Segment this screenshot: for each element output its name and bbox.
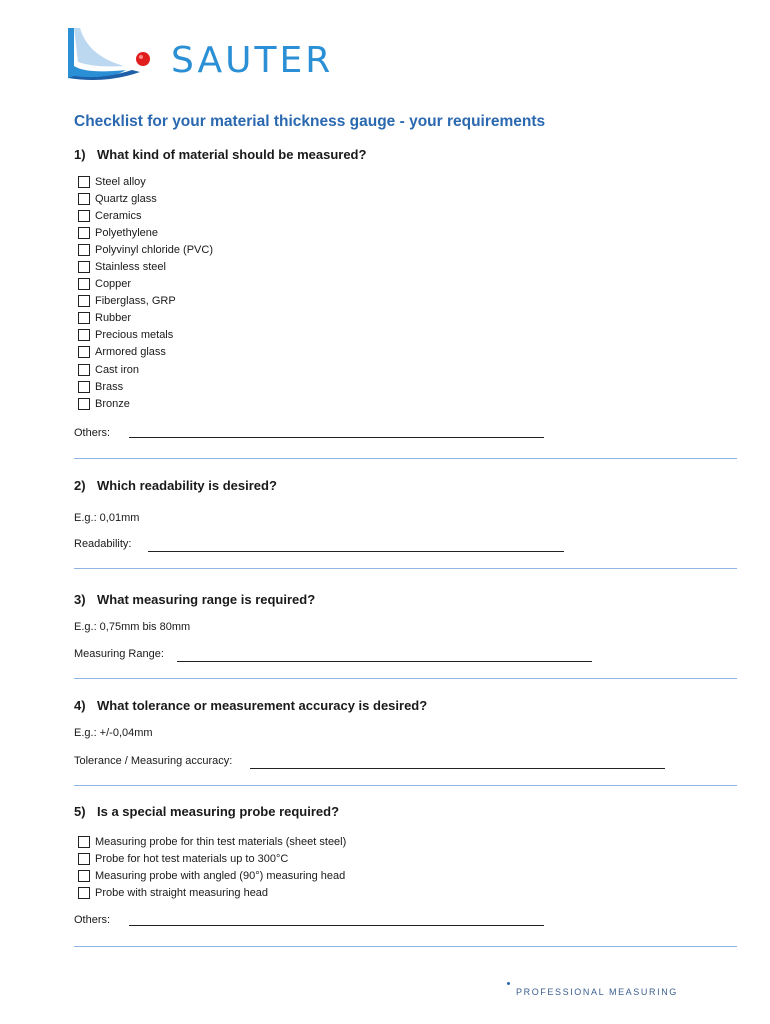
material-option[interactable] [78, 258, 213, 275]
material-option[interactable] [78, 276, 213, 293]
material-option-label: Brass [95, 380, 124, 393]
material-options-list [78, 173, 213, 412]
material-option[interactable] [78, 361, 213, 378]
question-3-heading [74, 592, 315, 607]
checkbox[interactable] [78, 346, 90, 358]
checkbox[interactable] [78, 853, 90, 865]
probe-options-list [78, 833, 346, 901]
material-option-label: Ceramics [95, 209, 142, 222]
material-option[interactable] [78, 310, 213, 327]
question-1-text: What kind of material should be measured? [97, 147, 367, 162]
question-3-text: What measuring range is required? [97, 592, 316, 607]
material-option[interactable] [78, 378, 213, 395]
material-option[interactable] [78, 224, 213, 241]
checkbox[interactable] [78, 295, 90, 307]
question-4-number: 4) [74, 698, 86, 713]
material-option[interactable] [78, 293, 213, 310]
material-option-label: Cast iron [95, 363, 140, 376]
material-option-label: Polyvinyl chloride (PVC) [95, 243, 213, 256]
tolerance-field[interactable] [250, 768, 665, 769]
checkbox[interactable] [78, 364, 90, 376]
probe-option[interactable] [78, 850, 346, 867]
checkbox[interactable] [78, 193, 90, 205]
question-2-heading [74, 478, 277, 493]
checkbox[interactable] [78, 176, 90, 188]
question-4-text: What tolerance or measurement accuracy is desired? [97, 698, 428, 713]
readability-field[interactable] [148, 551, 564, 552]
material-option-label: Quartz glass [95, 192, 157, 205]
readability-example: E.g.: 0,01mm [74, 512, 140, 524]
checkbox[interactable] [78, 836, 90, 848]
material-option-label: Rubber [95, 312, 132, 325]
section-divider [74, 568, 737, 569]
material-option[interactable] [78, 173, 213, 190]
material-option-label: Steel alloy [95, 175, 146, 188]
material-others-field[interactable] [129, 437, 544, 438]
material-option[interactable] [78, 344, 213, 361]
probe-option-label: Measuring probe with angled (90°) measuring head [95, 869, 346, 882]
probe-option-label: Measuring probe for thin test materials (sheet steel) [95, 835, 347, 848]
material-option[interactable] [78, 395, 213, 412]
checkbox[interactable] [78, 244, 90, 256]
readability-label: Readability: [74, 538, 132, 550]
question-4-heading [74, 698, 427, 713]
material-option-label: Bronze [95, 397, 130, 410]
probe-option[interactable] [78, 867, 346, 884]
probe-others-field[interactable] [129, 925, 544, 926]
probe-others-label: Others: [74, 914, 111, 926]
probe-option-label: Probe for hot test materials up to 300°C [95, 852, 289, 865]
material-option[interactable] [78, 207, 213, 224]
sauter-logo-icon [66, 26, 158, 84]
section-divider [74, 946, 737, 947]
page-title: Checklist for your material thickness gauge - your requirements [74, 113, 546, 130]
material-option-label: Precious metals [95, 329, 174, 342]
brand-wordmark: SAUTER [171, 40, 334, 81]
checkbox[interactable] [78, 312, 90, 324]
checkbox[interactable] [78, 398, 90, 410]
material-option[interactable] [78, 190, 213, 207]
measuring-range-field[interactable] [177, 661, 592, 662]
question-5-heading [74, 804, 339, 819]
section-divider [74, 785, 737, 786]
footer-tagline: PROFESSIONAL MEASURING [516, 987, 678, 997]
material-option-label: Copper [95, 278, 132, 291]
material-option[interactable] [78, 241, 213, 258]
material-option-label: Polyethylene [95, 226, 158, 239]
section-divider [74, 458, 737, 459]
material-others-label: Others: [74, 427, 111, 439]
checkbox[interactable] [78, 278, 90, 290]
question-5-text: Is a special measuring probe required? [97, 804, 340, 819]
material-option-label: Stainless steel [95, 261, 166, 274]
probe-option[interactable] [78, 833, 346, 850]
checkbox[interactable] [78, 381, 90, 393]
material-option-label: Fiberglass, GRP [95, 295, 176, 308]
checkbox[interactable] [78, 329, 90, 341]
checkbox[interactable] [78, 887, 90, 899]
material-option[interactable] [78, 327, 213, 344]
checkbox[interactable] [78, 210, 90, 222]
probe-option-label: Probe with straight measuring head [95, 886, 269, 899]
tolerance-example: E.g.: +/-0,04mm [74, 727, 153, 739]
question-2-text: Which readability is desired? [97, 478, 277, 493]
tolerance-label: Tolerance / Measuring accuracy: [74, 755, 233, 767]
checkbox[interactable] [78, 870, 90, 882]
question-5-number: 5) [74, 804, 86, 819]
measuring-range-example: E.g.: 0,75mm bis 80mm [74, 621, 191, 633]
footer-dot-icon [507, 982, 510, 985]
checkbox[interactable] [78, 227, 90, 239]
question-3-number: 3) [74, 592, 86, 607]
measuring-range-label: Measuring Range: [74, 648, 164, 660]
question-1-heading [74, 147, 366, 162]
probe-option[interactable] [78, 884, 346, 901]
question-2-number: 2) [74, 478, 86, 493]
question-1-number: 1) [74, 147, 86, 162]
checkbox[interactable] [78, 261, 90, 273]
section-divider [74, 678, 737, 679]
material-option-label: Armored glass [95, 346, 166, 359]
